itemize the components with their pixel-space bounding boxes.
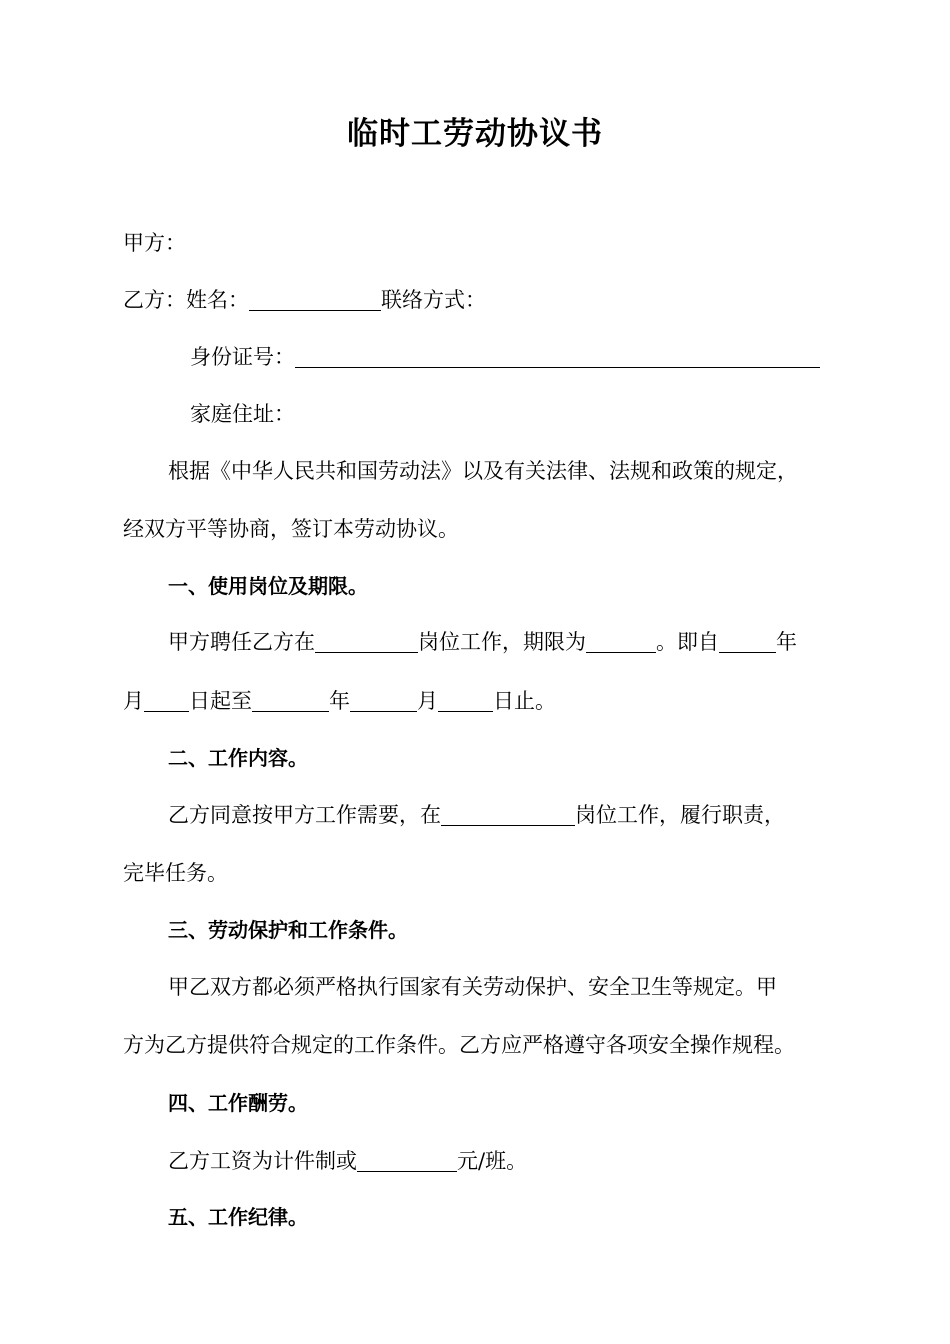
id-number-blank[interactable] [295,345,820,368]
section-1-text: 。即自 [656,630,719,654]
wage-blank[interactable] [357,1149,457,1172]
party-a-label: 甲方： [123,231,186,255]
document-title: 临时工劳动协议书 [347,116,603,152]
section-4-text: 元/班。 [457,1149,528,1173]
work-post-blank[interactable] [441,803,575,826]
intro-line-1: 根据《中华人民共和国劳动法》以及有关法律、法规和政策的规定， [168,459,798,483]
section-3-line-2: 方为乙方提供符合规定的工作条件。乙方应严格遵守各项安全操作规程。 [123,1033,795,1057]
section-1-line-1 [168,627,797,657]
term-blank[interactable] [586,630,656,653]
address-line [190,399,295,429]
section-1-text: 月 [123,689,144,713]
section-2-heading: 二、工作内容。 [168,746,308,770]
section-2-line-2: 完毕任务。 [123,861,228,885]
post-blank[interactable] [315,630,418,653]
section-2-text: 乙方同意按甲方工作需要，在 [168,803,441,827]
section-1-text: 岗位工作，期限为 [418,630,586,654]
start-year-blank[interactable] [719,630,776,653]
section-1-line-2 [123,686,556,716]
section-1-text: 年 [776,630,797,654]
section-3-heading: 三、劳动保护和工作条件。 [168,918,408,942]
section-4-heading: 四、工作酬劳。 [168,1091,308,1115]
end-month-blank[interactable] [350,689,417,712]
intro-line-2: 经双方平等协商，签订本劳动协议。 [123,517,459,541]
party-a-line [123,228,186,258]
contact-label: 联络方式： [381,288,486,312]
section-1-text: 日起至 [189,689,252,713]
section-1-text: 年 [329,689,350,713]
section-4-line-1 [168,1146,527,1176]
section-1-text: 甲方聘任乙方在 [168,630,315,654]
party-b-label: 乙方： [123,288,186,312]
address-label: 家庭住址： [190,402,295,426]
start-month-blank[interactable] [144,689,189,712]
name-label: 姓名： [186,288,249,312]
id-number-line [190,342,820,372]
id-number-label: 身份证号： [190,345,295,369]
party-b-line [123,285,486,315]
section-4-text: 乙方工资为计件制或 [168,1149,357,1173]
section-1-heading: 一、使用岗位及期限。 [168,574,368,598]
section-1-text: 月 [417,689,438,713]
section-2-text: 岗位工作，履行职责， [575,803,785,827]
section-5-heading: 五、工作纪律。 [168,1205,308,1229]
section-1-text: 日止。 [493,689,556,713]
name-blank[interactable] [249,288,381,311]
end-year-blank[interactable] [252,689,329,712]
section-3-line-1: 甲乙双方都必须严格执行国家有关劳动保护、安全卫生等规定。甲 [168,975,777,999]
section-2-line-1 [168,800,785,830]
end-day-blank[interactable] [438,689,493,712]
